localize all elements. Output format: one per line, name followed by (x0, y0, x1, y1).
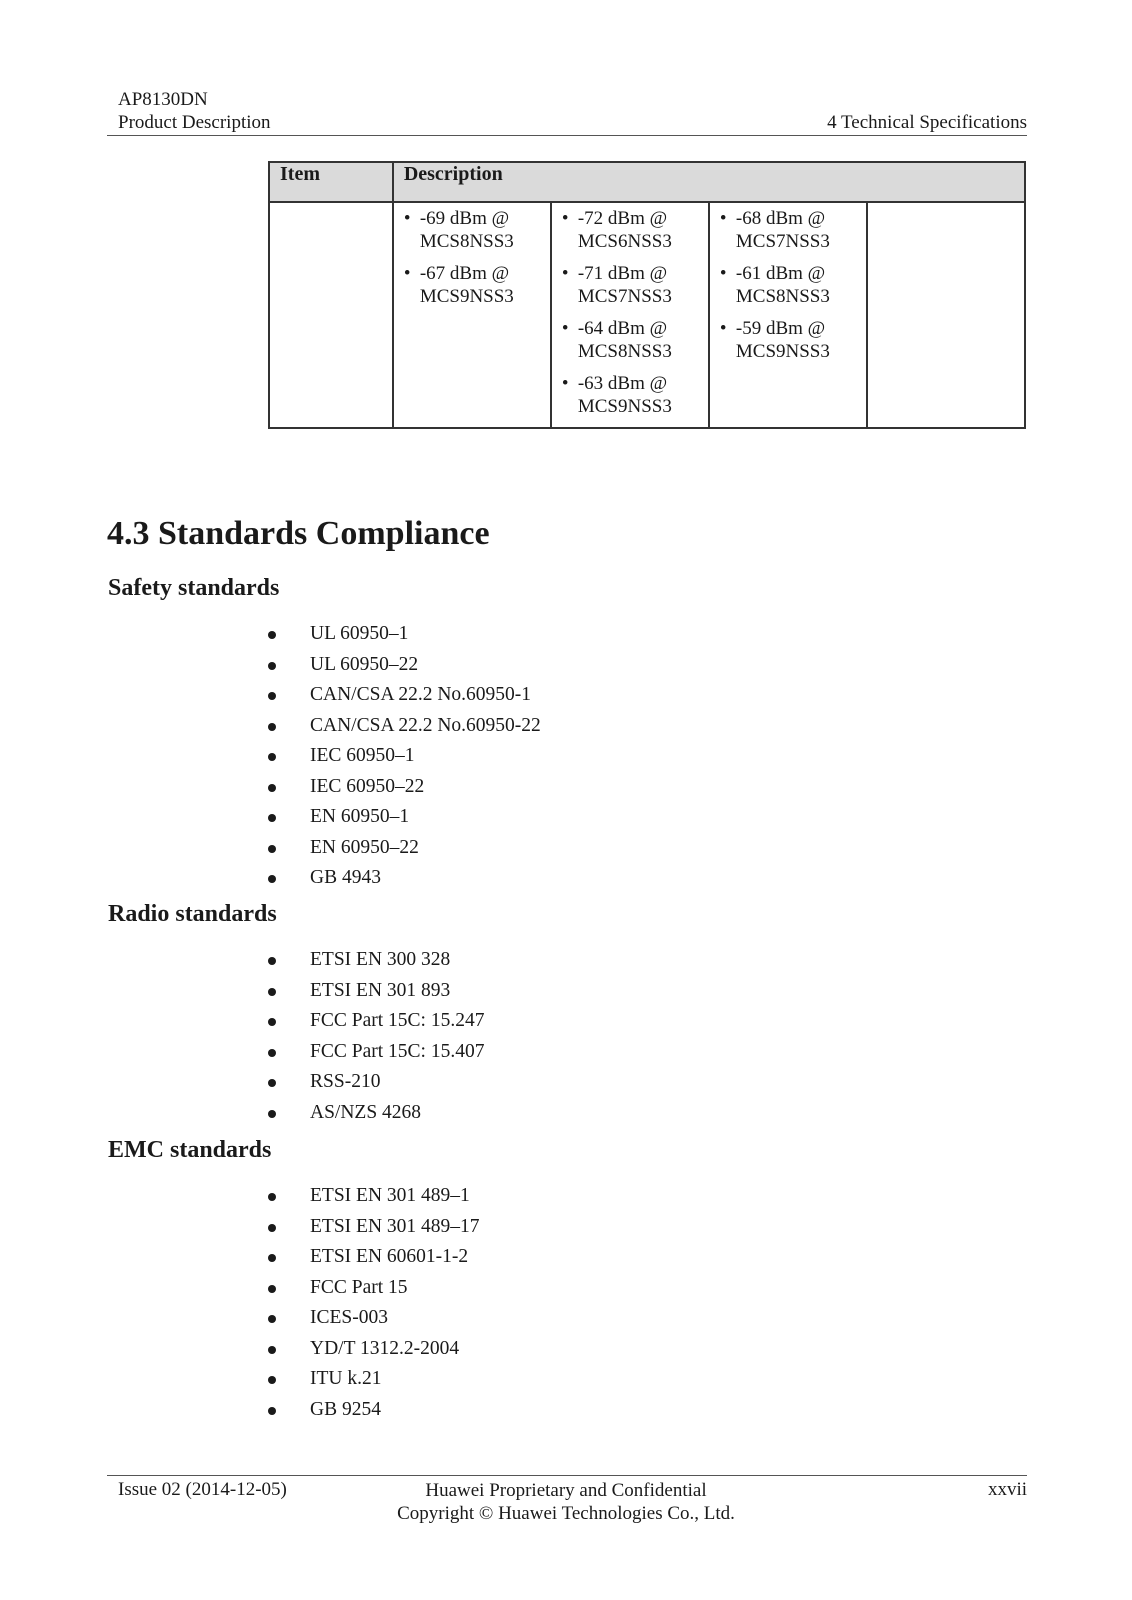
bullet-icon (268, 988, 276, 996)
sensitivity-list (710, 203, 866, 363)
bullet-icon: • (561, 318, 569, 339)
bullet-icon (268, 845, 276, 853)
table-header-row (269, 162, 1025, 202)
bullet-icon: • (561, 373, 569, 394)
sensitivity-list (552, 203, 708, 418)
footer-center (366, 1479, 766, 1525)
list-item: • -63 dBm @ MCS9NSS3 (561, 373, 672, 417)
product-name: AP8130DN (118, 89, 208, 110)
bullet-icon (268, 1018, 276, 1026)
bullet-icon (268, 631, 276, 639)
bullet-icon (268, 1224, 276, 1232)
table-row (269, 202, 1025, 428)
bullet-icon (268, 723, 276, 731)
bullet-icon (268, 753, 276, 761)
spec-table (268, 161, 1026, 429)
list-item: • -71 dBm @ MCS7NSS3 (561, 263, 672, 307)
description-cell-4 (867, 202, 1025, 428)
bullet-icon (268, 957, 276, 965)
description-cell-2 (551, 202, 709, 428)
list-item: • -67 dBm @ MCS9NSS3 (403, 263, 514, 307)
bullet-icon: • (719, 263, 727, 284)
bullet-icon: • (403, 263, 411, 284)
column-header-description: Description (393, 162, 1025, 202)
sensitivity-list (394, 203, 550, 308)
list-item: • -72 dBm @ MCS6NSS3 (561, 208, 672, 252)
bullet-icon (268, 1049, 276, 1057)
list-item: • -61 dBm @ MCS8NSS3 (719, 263, 830, 307)
bullet-icon (268, 1254, 276, 1262)
bullet-icon (268, 1110, 276, 1118)
footer-divider (107, 1475, 1027, 1476)
bullet-icon (268, 1376, 276, 1384)
page-header-left (118, 88, 271, 134)
list-item: • -59 dBm @ MCS9NSS3 (719, 318, 830, 362)
bullet-icon (268, 784, 276, 792)
column-header-item: Item (269, 162, 393, 202)
list-item: • -69 dBm @ MCS8NSS3 (403, 208, 514, 252)
section-title: 4.3 Standards Compliance (107, 515, 490, 552)
list-item: • -64 dBm @ MCS8NSS3 (561, 318, 672, 362)
bullet-icon: • (719, 208, 727, 229)
list-item: • -68 dBm @ MCS7NSS3 (719, 208, 830, 252)
bullet-icon (268, 692, 276, 700)
bullet-icon (268, 1315, 276, 1323)
document-type: Product Description (118, 112, 271, 133)
copyright-notice: Copyright © Huawei Technologies Co., Ltd. (397, 1503, 735, 1524)
bullet-icon (268, 662, 276, 670)
description-cell-1 (393, 202, 551, 428)
page-number: xxvii (987, 1479, 1027, 1500)
item-cell (269, 202, 393, 428)
emc-standards-heading: EMC standards (108, 1137, 272, 1163)
bullet-icon (268, 814, 276, 822)
chapter-title: 4 Technical Specifications (827, 112, 1027, 133)
bullet-icon (268, 1346, 276, 1354)
bullet-icon (268, 1079, 276, 1087)
bullet-icon (268, 1407, 276, 1415)
issue-date: Issue 02 (2014-12-05) (118, 1479, 287, 1500)
safety-standards-heading: Safety standards (108, 575, 280, 601)
bullet-icon: • (403, 208, 411, 229)
bullet-icon (268, 875, 276, 883)
bullet-icon: • (561, 208, 569, 229)
bullet-icon: • (561, 263, 569, 284)
description-cell-3 (709, 202, 867, 428)
bullet-icon (268, 1193, 276, 1201)
bullet-icon: • (719, 318, 727, 339)
header-divider (107, 135, 1027, 136)
confidentiality-notice: Huawei Proprietary and Confidential (425, 1480, 707, 1501)
bullet-icon (268, 1285, 276, 1293)
radio-standards-heading: Radio standards (108, 901, 277, 927)
